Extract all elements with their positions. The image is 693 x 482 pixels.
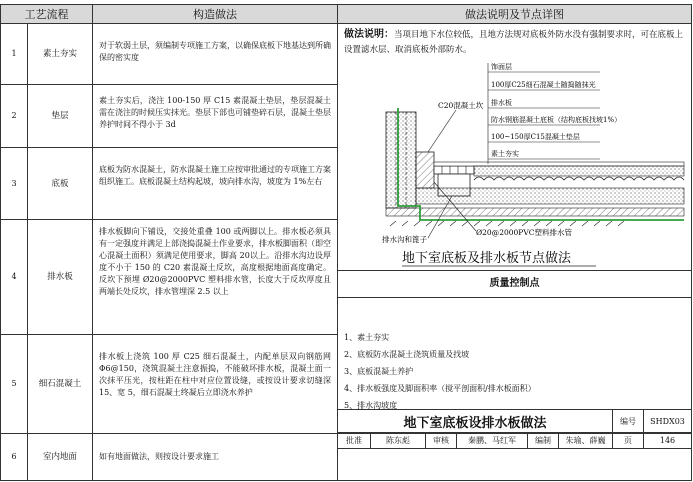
row-1-desc: 对于软弱土层，须编制专项施工方案，以确保底板下地基达到所确保的密实度 bbox=[92, 23, 338, 85]
row-1-num: 1 bbox=[0, 23, 28, 85]
row-2-num: 2 bbox=[0, 84, 28, 148]
titleblock-review-value: 秦鹏、马红军 bbox=[456, 432, 528, 449]
titleblock-footer-space bbox=[337, 448, 692, 481]
waterproof-slab bbox=[416, 188, 684, 204]
titleblock-approve-value: 陈东彪 bbox=[370, 432, 426, 449]
titleblock-author-label: 编制 bbox=[527, 432, 559, 449]
row-4-desc: 排水板脚向下铺设，交接处重叠 100 或两脚以上。排水板必须具有一定强度并满足上部浇捣混凝土作业要求，排水板脚面积（即空心混凝土面积）须满足使用要求，脚高 20以上。沿排水沟边设厚度不小于 150 的 C20 素混凝土反坎，高度根据地面高度确定。反坎下预埋 Ø20@2000PVC 塑料排水管，长度大于反坎厚度且两端长处反坎，排水管埋深 2.5 以上 bbox=[92, 219, 338, 335]
titleblock-code-label: 编号 bbox=[612, 409, 644, 433]
layer-label-1: 饰面层 bbox=[491, 63, 512, 71]
floor-drain-section-diagram bbox=[338, 24, 691, 270]
notes-text: 当项目地下水位较低，且地方法规对底板外防水没有强制要求时，可在底板上设置滤水层、取消底板外部防水。 bbox=[344, 30, 684, 55]
c25-concrete-layer bbox=[474, 166, 684, 176]
notes-label: 做法说明： bbox=[344, 29, 394, 40]
header-details: 做法说明及节点详图 bbox=[337, 4, 692, 24]
row-6-desc: 如有地面做法，则按设计要求施工 bbox=[92, 433, 338, 481]
row-6-name: 室内地面 bbox=[27, 433, 93, 481]
quality-item: 5、排水沟坡度 bbox=[344, 401, 398, 410]
diagram-title: 地下室底板及排水板节点做法 bbox=[402, 251, 572, 266]
row-5-desc: 排水板上浇筑 100 厚 C25 细石混凝土，内配单层双向钢筋网 Φ6@150，浇筑混凝土注意振捣，不能破坏排水板，混凝土面一次抹平压光，按柱距在柱中对应位置设缝，或按设计要求切缝深 15、宽 5，细石混凝土终凝后立即浇水养护 bbox=[92, 334, 338, 434]
row-4-name: 排水板 bbox=[27, 219, 93, 335]
c20-curb bbox=[416, 152, 434, 188]
wall-section bbox=[386, 112, 416, 208]
header-method: 构造做法 bbox=[92, 4, 338, 24]
titleblock-review-label: 审核 bbox=[425, 432, 457, 449]
quality-item: 3、底板混凝土养护 bbox=[344, 367, 414, 376]
row-2-desc: 素土夯实后，浇注 100-150 厚 C15 素混凝土垫层，垫层混凝土需在浇注的时候压实抹光。垫层下部也可铺垫碎石层，混凝土垫层养护时间不得小于 3d bbox=[92, 84, 338, 148]
quality-title: 质量控制点 bbox=[337, 270, 692, 298]
layer-label-2: 100厚C25细石混凝土随捣随抹光 bbox=[491, 81, 596, 89]
row-2-name: 垫层 bbox=[27, 84, 93, 148]
callout-c20-curb: C20混凝土坎 bbox=[438, 101, 484, 110]
quality-item: 4、排水板强度及脚面积率（搅平剖面积/排水板面积） bbox=[344, 384, 536, 393]
header-process: 工艺流程 bbox=[0, 4, 93, 24]
layer-label-5: 100~150厚C15混凝土垫层 bbox=[491, 133, 580, 141]
callout-drain-grate: 排水沟和篦子 bbox=[382, 235, 427, 244]
c15-cushion bbox=[386, 208, 684, 216]
row-1-name: 素土夯实 bbox=[27, 23, 93, 85]
drainage-board bbox=[474, 177, 684, 180]
titleblock-code-value: SHDX03 bbox=[643, 409, 692, 433]
row-3-num: 3 bbox=[0, 147, 28, 220]
row-3-desc: 底板为防水混凝土，防水混凝土施工应按审批通过的专项施工方案组织施工。底板混凝土结构起坡，坡向排水沟，坡度为 1%左右 bbox=[92, 147, 338, 220]
titleblock-author-value: 朱瑜、薛巍 bbox=[558, 432, 613, 449]
row-5-name: 细石混凝土 bbox=[27, 334, 93, 434]
layer-label-4: 防水钢筋混凝土底板（结构底板找坡1%） bbox=[491, 116, 622, 124]
quality-list bbox=[338, 323, 691, 414]
layer-label-6: 素土夯实 bbox=[491, 150, 519, 158]
callout-pvc-pipe: Ø20@2000PVC塑料排水管 bbox=[476, 228, 572, 237]
row-6-num: 6 bbox=[0, 433, 28, 481]
titleblock-approve-label: 批准 bbox=[337, 432, 371, 449]
titleblock-page-label: 页 bbox=[612, 432, 644, 449]
layer-label-3: 排水板 bbox=[491, 99, 512, 107]
row-4-num: 4 bbox=[0, 219, 28, 335]
quality-item: 1、素土夯实 bbox=[344, 333, 390, 342]
drain-grate bbox=[434, 166, 474, 174]
row-3-name: 底板 bbox=[27, 147, 93, 220]
row-5-num: 5 bbox=[0, 334, 28, 434]
titleblock-page-value: 146 bbox=[643, 432, 692, 449]
quality-item: 2、底板防水混凝土浇筑质量及找坡 bbox=[344, 350, 470, 359]
titleblock-title: 地下室底板设排水板做法 bbox=[337, 409, 613, 433]
finish-layer bbox=[434, 162, 684, 166]
